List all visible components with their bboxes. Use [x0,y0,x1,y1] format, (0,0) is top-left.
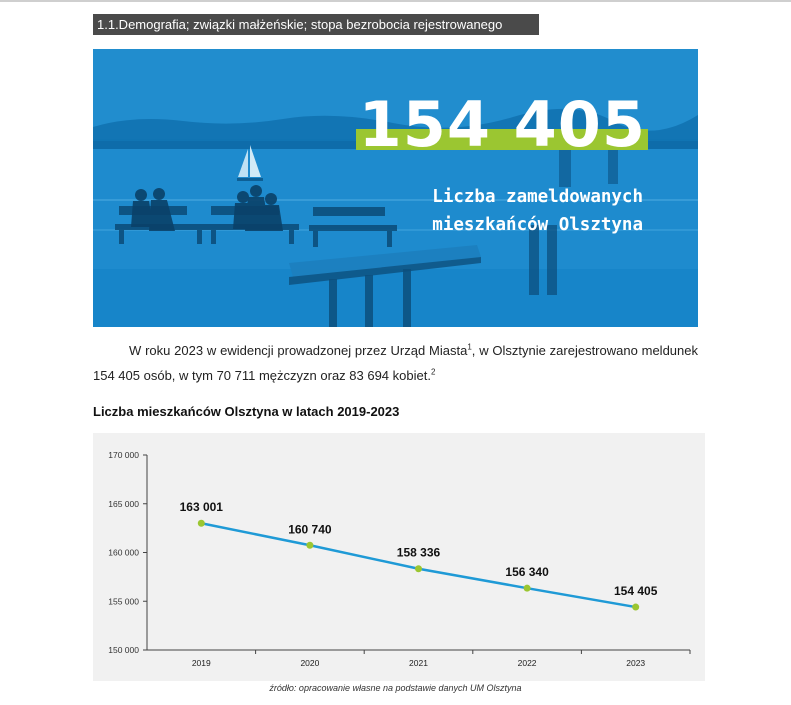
x-tick-label: 2021 [409,658,428,668]
paragraph-part2: , w Olsztynie zarejestrowano meldunek 154 405 osób, w tym 70 711 mężczyzn oraz 83 694 kobiet. [93,343,698,383]
data-point [198,520,205,527]
x-tick-label: 2022 [517,658,537,668]
data-point [306,542,313,549]
data-label: 156 340 [505,565,549,580]
data-point [632,604,639,611]
chart-title: Liczba mieszkańców Olsztyna w latach 2019-2023 [93,404,400,419]
data-label: 158 336 [396,545,441,560]
x-tick-label: 2019 [191,658,211,668]
footnote-ref-1[interactable]: 1 [467,342,472,352]
data-label: 160 740 [288,522,332,537]
y-tick-label: 165 000 [108,498,139,509]
y-tick-label: 155 000 [108,596,139,607]
x-tick-label: 2023 [626,658,646,668]
section-heading: 1.1.Demografia; związki małżeńskie; stopa bezrobocia rejestrowanego [93,14,539,35]
data-label: 163 001 [179,500,223,515]
series-line [201,523,635,607]
hero-caption-line2: mieszkańców Olsztyna [432,215,643,235]
data-point [524,585,531,592]
y-tick-label: 150 000 [108,645,139,655]
paragraph-part1: W roku 2023 w ewidencji prowadzonej przez Urząd Miasta [129,343,468,358]
line-chart [93,433,705,681]
source-note: źródło: opracowanie własne na podstawie danych UM Olsztyna [269,683,522,693]
top-rule [0,0,791,2]
x-tick-label: 2020 [300,658,320,668]
hero-caption [432,183,643,239]
hero-number: 154 405 [358,88,646,161]
footnote-ref-2[interactable]: 2 [430,367,436,377]
data-label: 154 405 [614,584,658,599]
y-tick-label: 170 000 [108,450,139,460]
hero-banner [93,49,698,327]
y-tick-label: 160 000 [108,547,139,558]
hero-caption-line1: Liczba zameldowanych [432,187,643,207]
chart-panel [93,433,705,681]
data-point [415,565,422,572]
body-paragraph [93,338,698,388]
